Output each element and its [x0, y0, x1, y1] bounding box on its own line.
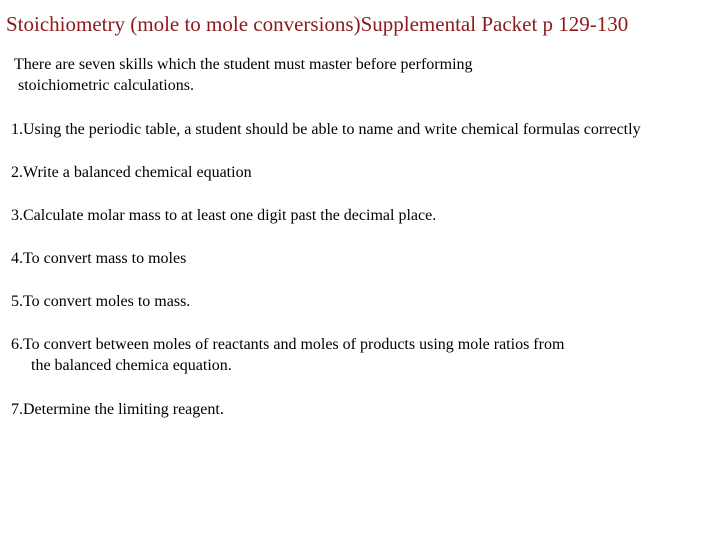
skill-number: 4.	[11, 250, 23, 267]
intro-paragraph	[14, 54, 654, 96]
skill-item-1	[11, 119, 641, 140]
skill-item-4	[11, 248, 186, 269]
skill-number: 1.	[11, 121, 23, 138]
skill-number: 6.	[11, 336, 23, 353]
skill-item-5	[11, 291, 190, 312]
skill-text: Using the periodic table, a student should be able to name and write chemical formulas correctly	[23, 121, 641, 138]
skill-number: 5.	[11, 293, 23, 310]
skill-item-6	[11, 334, 564, 376]
skill-text: To convert between moles of reactants and moles of products using mole ratios from	[23, 336, 565, 353]
skill-number: 3.	[11, 207, 23, 224]
intro-line-1: There are seven skills which the student must master before performing	[14, 56, 473, 73]
skill-item-7	[11, 399, 224, 420]
slide-title: Stoichiometry (mole to mole conversions)Supplemental Packet p 129-130	[6, 12, 629, 36]
skill-text: To convert moles to mass.	[23, 293, 191, 310]
skill-text: Determine the limiting reagent.	[23, 401, 224, 418]
intro-line-2: stoichiometric calculations.	[18, 77, 194, 94]
skill-number: 7.	[11, 401, 23, 418]
skill-text: Write a balanced chemical equation	[23, 164, 252, 181]
skill-text: Calculate molar mass to at least one digit past the decimal place.	[23, 207, 437, 224]
skill-text: To convert mass to moles	[23, 250, 187, 267]
skill-item-3	[11, 205, 436, 226]
skill-number: 2.	[11, 164, 23, 181]
skill-item-2	[11, 162, 252, 183]
skill-text-continuation: the balanced chemica equation.	[31, 357, 232, 374]
